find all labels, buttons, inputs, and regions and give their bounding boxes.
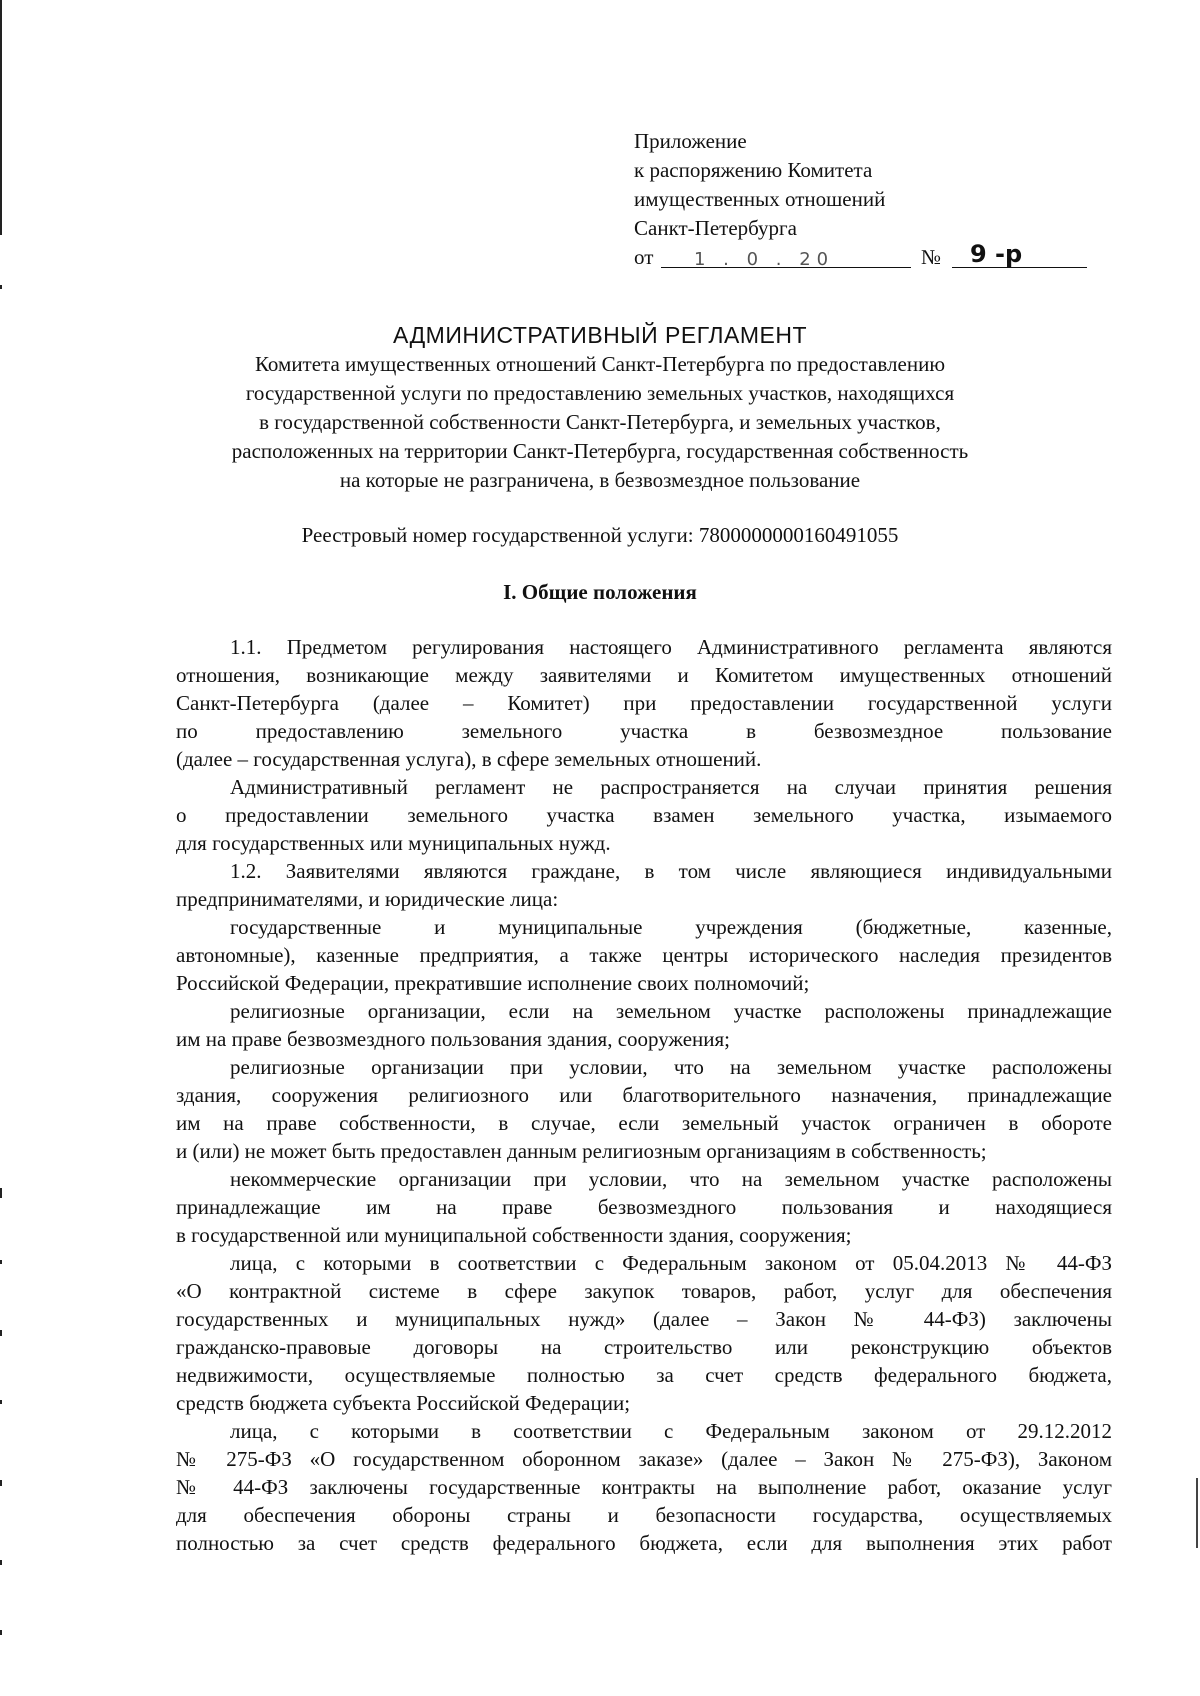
handwritten-date: 1 . 0 . 20	[694, 249, 835, 270]
appendix-block	[634, 127, 1084, 273]
scan-edge-mark	[0, 1560, 2, 1565]
body-line: для обеспечения обороны страны и безопасности государства, осуществляемых	[176, 1503, 1112, 1527]
subtitle-line: в государственной собственности Санкт-Петербурга, и земельных участков,	[259, 410, 941, 434]
appendix-line: Санкт-Петербурга	[634, 216, 797, 240]
document-title: АДМИНИСТРАТИВНЫЙ РЕГЛАМЕНТ	[392, 322, 807, 348]
body-line: Административный регламент не распространяется на случаи принятия решения	[230, 775, 1112, 799]
handwritten-number: 9 -р	[970, 240, 1023, 268]
body-line: им на праве собственности, в случае, если земельный участок ограничен в обороте	[176, 1111, 1112, 1135]
scan-edge-mark	[0, 1630, 2, 1635]
title-block	[150, 320, 1050, 495]
body-line: для государственных или муниципальных нужд.	[176, 831, 611, 855]
body-line: некоммерческие организации при условии, что на земельном участке расположены	[230, 1167, 1112, 1191]
body-line: Российской Федерации, прекратившие исполнение своих полномочий;	[176, 971, 810, 995]
body-line: здания, сооружения религиозного или благотворительного назначения, принадлежащие	[176, 1083, 1112, 1107]
body-line: им на праве безвозмездного пользования здания, сооружения;	[176, 1027, 730, 1051]
scan-edge-mark	[0, 1188, 2, 1198]
number-label: №	[921, 245, 942, 269]
body-line: полностью за счет средств федерального бюджета, если для выполнения этих работ	[176, 1531, 1112, 1555]
scan-edge-mark	[0, 1330, 2, 1336]
body-line: 1.2. Заявителями являются граждане, в том числе являющиеся индивидуальными	[230, 859, 1112, 883]
body-line: предпринимателями, и юридические лица:	[176, 887, 559, 911]
body-line: лица, с которыми в соответствии с Федеральным законом от 29.12.2012	[230, 1419, 1112, 1443]
body-line: Санкт-Петербурга (далее – Комитет) при предоставлении государственной услуги	[176, 691, 1112, 715]
appendix-line: Приложение	[634, 129, 747, 153]
body-line: № 275-ФЗ «О государственном оборонном заказе» (далее – Закон № 275-ФЗ), Законом	[176, 1447, 1112, 1471]
registry-number: Реестровый номер государственной услуги: 7800000000160491055	[301, 523, 899, 547]
date-prefix: от	[634, 245, 654, 269]
subtitle-line: государственной услуги по предоставлению земельных участков, находящихся	[245, 381, 955, 405]
body-line: гражданско-правовые договоры на строительство или реконструкцию объектов	[176, 1335, 1112, 1359]
body-text	[176, 633, 1112, 1557]
body-line: автономные), казенные предприятия, а также центры исторического наследия президентов	[176, 943, 1112, 967]
scan-edge-mark	[0, 1400, 2, 1404]
body-line: отношения, возникающие между заявителями и Комитетом имущественных отношений	[176, 663, 1112, 687]
body-line: (далее – государственная услуга), в сфере земельных отношений.	[176, 747, 762, 771]
body-line: «О контрактной системе в сфере закупок товаров, работ, услуг для обеспечения	[176, 1279, 1112, 1303]
date-number-row	[634, 240, 1084, 273]
body-line: средств бюджета субъекта Российской Федерации;	[176, 1391, 631, 1415]
body-line: религиозные организации, если на земельном участке расположены принадлежащие	[230, 999, 1112, 1023]
body-line: государственные и муниципальные учреждения (бюджетные, казенные,	[230, 915, 1112, 939]
document-subtitle	[150, 350, 1050, 495]
subtitle-line: на которые не разграничена, в безвозмездное пользование	[339, 468, 861, 492]
scan-edge-mark	[0, 0, 2, 235]
body-line: в государственной или муниципальной собственности здания, сооружения;	[176, 1223, 852, 1247]
subtitle-line: Комитета имущественных отношений Санкт-Петербурга по предоставлению	[254, 352, 946, 376]
appendix-line: к распоряжению Комитета	[634, 158, 873, 182]
scan-edge-mark	[0, 285, 2, 289]
body-line: по предоставлению земельного участка в безвозмездное пользование	[176, 719, 1112, 743]
subtitle-line: расположенных на территории Санкт-Петербурга, государственная собственность	[231, 439, 969, 463]
scan-edge-mark	[0, 1260, 2, 1264]
section-heading: I. Общие положения	[503, 580, 697, 604]
appendix-line: имущественных отношений	[634, 187, 886, 211]
scan-edge-mark	[0, 1480, 2, 1486]
body-line: недвижимости, осуществляемые полностью за счет средств федерального бюджета,	[176, 1363, 1112, 1387]
scan-edge-mark	[1196, 1478, 1198, 1548]
body-line: принадлежащие им на праве безвозмездного пользования и находящиеся	[176, 1195, 1112, 1219]
body-line: № 44-ФЗ заключены государственные контракты на выполнение работ, оказание услуг	[176, 1475, 1112, 1499]
body-line: религиозные организации при условии, что на земельном участке расположены	[230, 1055, 1112, 1079]
body-line: лица, с которыми в соответствии с Федеральным законом от 05.04.2013 № 44-ФЗ	[230, 1251, 1112, 1275]
body-line: 1.1. Предметом регулирования настоящего Административного регламента являются	[230, 635, 1112, 659]
body-line: о предоставлении земельного участка взамен земельного участка, изымаемого	[176, 803, 1112, 827]
body-line: государственных и муниципальных нужд» (далее – Закон № 44-ФЗ) заключены	[176, 1307, 1112, 1331]
body-line: и (или) не может быть предоставлен данным религиозным организациям в собственность;	[176, 1139, 987, 1163]
